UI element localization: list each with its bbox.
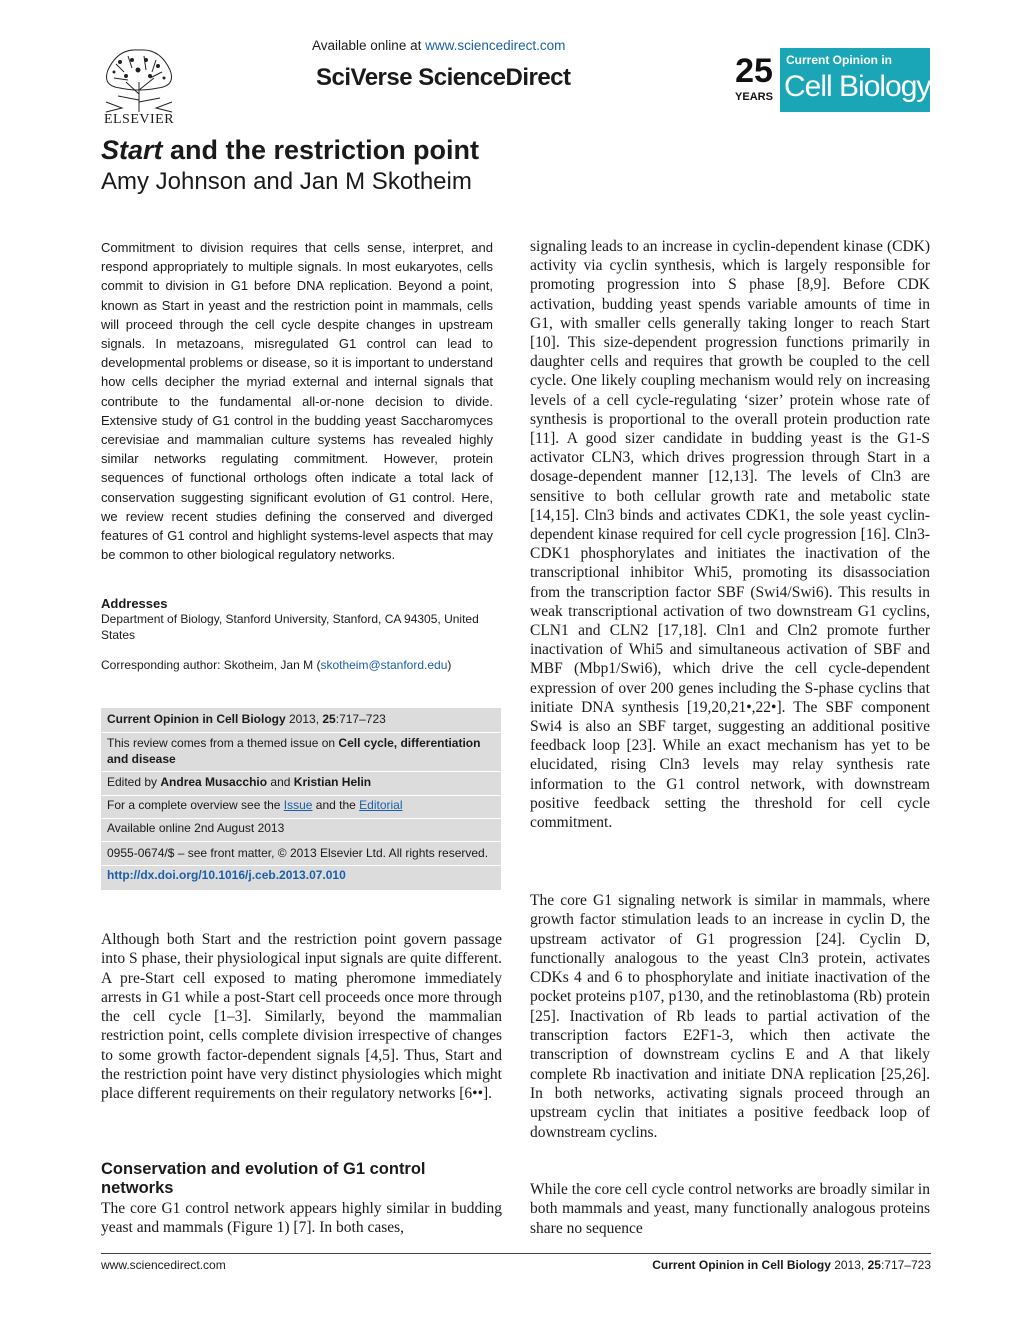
footer-divider [101,1253,931,1254]
footer-year: 2013, [830,1258,868,1272]
info-available-online: Available online 2nd August 2013 [107,821,285,835]
platform-name: SciVerse ScienceDirect [316,64,571,91]
body-left-paragraph-2: The core G1 control network appears highly similar in budding yeast and mammals (Figure 1) [7]. In both cases, [101,1200,502,1237]
footer-website: www.sciencedirect.com [101,1258,226,1272]
footer-volume: 25 [867,1258,881,1272]
info-editor2: Kristian Helin [293,775,372,789]
sciencedirect-link[interactable]: www.sciencedirect.com [425,38,566,53]
addresses-text: Department of Biology, Stanford University, Stanford, CA 94305, United States [101,612,479,642]
available-prefix: Available online at [312,38,422,53]
abstract: Commitment to division requires that cells sense, interpret, and respond appropriately to multiple signals. In most eukaryotes, cells commit to division in G1 before DNA replication. Beyond a point, known as Start in yeast and the restriction point in mammals, cells will proceed through the cell cycle despite changes in upstream signals. In metazoans, misregulated G1 control can lead to developmental problems or disease, so it is important to understand how cells decipher the myriad external and internal signals that contribute to the fundamental all-or-none decision to divide. Extensive study of G1 control in the budding yeast Saccharomyces cerevisiae and mammalian culture systems has revealed highly similar networks regulating commitment. However, protein sequences of functional orthologs often indicate a total lack of conservation suggesting significant evolution of G1 control. Here, we review recent studies defining the conserved and diverged features of G1 control and highlight systems-level aspects that may be common to other biological regulatory networks. [101,240,493,563]
badge-journal-line2: Cell Biology [784,70,930,103]
title-italic: Start [101,135,163,165]
title-rest: and the restriction point [162,135,480,165]
info-theme [107,736,497,767]
info-overview-mid: and the [312,798,360,812]
journal-badge [728,48,930,112]
corresponding-author [101,658,501,672]
info-edited-and: and [267,775,294,789]
info-overview-prefix: For a complete overview see the [107,798,284,812]
article-authors: Amy Johnson and Jan M Skotheim [101,168,472,195]
author-email-link[interactable]: skotheim@stanford.edu [320,658,448,672]
info-theme-prefix: This review comes from a themed issue on [107,736,339,750]
body-left-paragraph-1: Although both Start and the restriction point govern passage into S phase, their physiological input signals are quite different. A pre-Start cell exposed to mating pheromone immediately arrests in G1 while a post-Start cell proceeds once more through the cell cycle [1–3]. Similarly, beyond the mammalian restriction point, cells complete division irrespective of changes to some growth factor-dependent signals [4,5]. Thus, Start and the restriction point have very distinct physiologies which might place different requirements on their regulatory networks [6••]. [101,931,502,1103]
badge-journal-line1: Current Opinion in [786,53,892,67]
footer-pages: :717–723 [880,1258,931,1272]
section-heading: Conservation and evolution of G1 control networks [101,1160,426,1197]
corresponding-suffix: ) [447,658,452,672]
corresponding-prefix: Corresponding author: Skotheim, Jan M ( [101,658,321,672]
article-title [101,135,479,166]
info-pages: :717–723 [335,712,386,726]
footer-citation [640,1258,931,1272]
info-editors [107,775,497,791]
info-citation [107,712,497,728]
editorial-link[interactable]: Editorial [359,798,403,812]
body-right-paragraph-2: The core G1 signaling network is similar in mammals, where growth factor stimulation leads to an increase in cyclin D, the upstream activator of G1 progression [24]. Cyclin D, functionally analogous to the yeast Cln3 protein, activates CDKs 4 and 6 to phosphorylate and initiate inactivation of the pocket proteins p107, p130, and the retinoblastoma (Rb) protein [25]. Inactivation of Rb leads to partial activation of the transcription factors E2F1-3, which then activate the transcription of downstream cyclins E and A that likely complete Rb inactivation and initiate DNA replication [25,26]. In both networks, activating signals proceed through an upstream cyclin that initiates a positive feedback loop of downstream cyclins. [530,892,930,1141]
info-year: 2013, [285,712,323,726]
availability-line [312,38,565,53]
info-editor1: Andrea Musacchio [160,775,268,789]
issue-link[interactable]: Issue [283,798,313,812]
footer-journal: Current Opinion in Cell Biology [652,1258,831,1272]
badge-years-label: YEARS [735,91,773,103]
info-doi [107,868,497,884]
badge-years-number: 25 [735,52,773,90]
info-overview [107,798,497,814]
info-theme-title: Cell cycle, differentiation and disease [107,736,481,766]
info-copyright: 0955-0674/$ – see front matter, © 2013 Elsevier Ltd. All rights reserved. [107,846,489,860]
publisher-logo-text: ELSEVIER [103,112,175,127]
body-right-paragraph-1: signaling leads to an increase in cyclin-dependent kinase (CDK) activity via cyclin synthesis, which is largely responsible for promoting progression into S phase [8,9]. Before CDK activation, budding yeast spends variable amounts of time in G1, with smaller cells generally taking longer to reach Start [10]. This size-dependent progression functions primarily in daughter cells and requires that growth be coupled to the cell cycle. One likely coupling mechanism would rely on increasing levels of a cell cycle-regulating ‘sizer’ protein whose rate of synthesis is proportional to the overall protein production rate [11]. A good sizer candidate in budding yeast is the G1-S activator CLN3, which drives progression through Start in a dosage-dependent manner [12,13]. The levels of Cln3 are sensitive to both cellular growth rate and metabolic state [14,15]. Cln3 binds and activates CDK1, the sole yeast cyclin-dependent kinase required for cell cycle progression [16]. Cln3-CDK1 phosphorylates and initiates the inactivation of the transcriptional inhibitor Whi5, promoting its disassociation from the transcription factor SBF (Swi4/Swi6). This results in weak transcriptional activation of two downstream G1 cyclins, CLN1 and CLN2 [17,18]. Cln1 and Cln2 promote further inactivation of Whi5 and simultaneous activation of SBF and MBF (Mbp1/Swi6), which drive the cell cycle-dependent expression of over 200 genes including the S-phase cyclins that initiate DNA synthesis [19,20,21•,22•]. The SBF component Swi4 is also an SBF target, suggesting an additional positive feedback loop [23]. While an exact mechanism has yet to be elucidated, rising Cln3 levels may relay synthesis rate information to the G1 control network, with downstream positive feedback setting the threshold for cell cycle commitment. [530,238,930,832]
doi-link[interactable]: http://dx.doi.org/10.1016/j.ceb.2013.07.010 [107,868,346,882]
info-journal: Current Opinion in Cell Biology [107,712,286,726]
article-info-box [101,708,501,890]
body-right-paragraph-3: While the core cell cycle control networks are broadly similar in both mammals and yeast, many functionally analogous proteins share no sequence [530,1181,930,1237]
addresses-heading: Addresses [101,596,168,611]
info-volume: 25 [322,712,336,726]
info-edited-prefix: Edited by [107,775,161,789]
